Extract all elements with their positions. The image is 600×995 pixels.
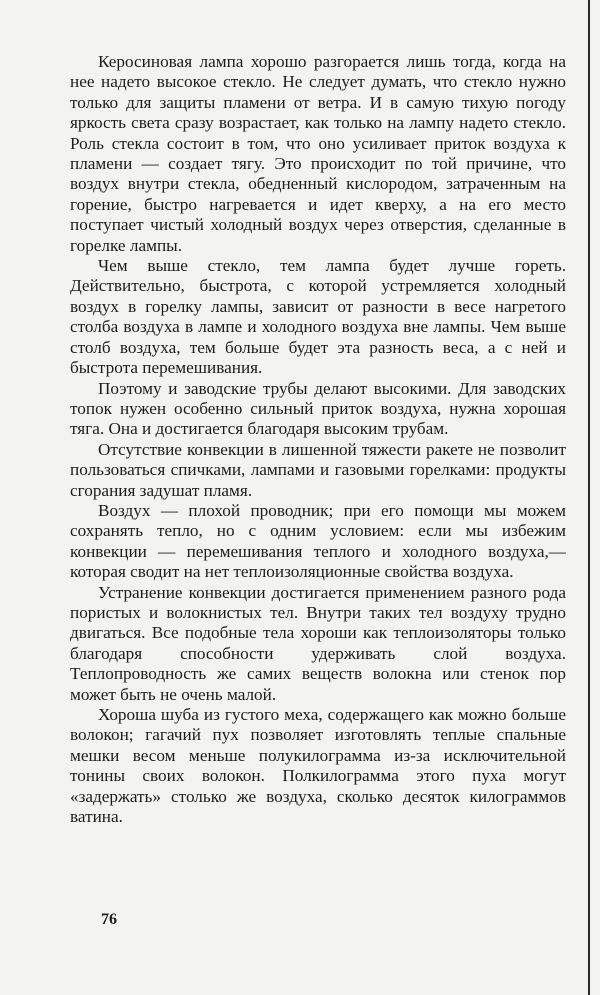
paragraph-kerosene-lamp: Керосиновая лампа хорошо разгорается лишь тогда, когда на нее надето высокое стекло. Не следует думать, что стекло нужно только для защиты пламени от ветра. И в самую тихую погоду яркость света сразу возрастает, как только на лампу надето стекло. Роль стекла состоит в том, что оно усиливает приток воздуха к пламени — создает тягу. Это происходит по той причине, что воздух внутри стекла, обедненный кислородом, затраченным на горение, быстро нагревается и идет кверху, а на его место поступает чистый холодный воздух через отверстия, сделанные в горелке лампы. (70, 52, 566, 255)
page-number: 76 (101, 911, 117, 928)
page-edge-line (588, 0, 590, 995)
paragraph-glass-height: Чем выше стекло, тем лампа будет лучше гореть. Действительно, быстрота, с которой устремляется холодный воздух в горелку лампы, зависит от разности в весе нагретого столба воздуха в лампе и холодного воздуха вне лампы. Чем выше столб воздуха, тем больше будет эта разность веса, а с ней и быстрота перемешивания. (70, 256, 566, 378)
paragraph-porous-bodies: Устранение конвекции достигается применением разного рода пористых и волокнистых тел. Внутри таких тел воздуху трудно двигаться. Все подобные тела хороши как теплоизоляторы только благодаря способности удерживать слой воздуха. Теплопроводность же самих веществ волокна или стенок пор может быть не очень малой. (70, 582, 566, 704)
paragraph-factory-chimneys: Поэтому и заводские трубы делают высокими. Для заводских топок нужен особенно сильный приток воздуха, нужна хорошая тяга. Она и достигается благодаря высоким трубам. (70, 378, 566, 439)
paragraph-fur-and-down: Хороша шуба из густого меха, содержащего как можно больше волокон; гагачий пух позволяет изготовлять теплые спальные мешки весом меньше полукилограмма из-за исключительной тонины своих волокон. Полкилограмма этого пуха могут «задержать» столько же воздуха, сколько десяток килограммов ватина. (70, 705, 566, 827)
page-body-text (70, 52, 566, 827)
paragraph-air-conductor: Воздух — плохой проводник; при его помощи мы можем сохранять тепло, но с одним условием: если мы избежим конвекции — перемешивания теплого и холодного воздуха,— которая сводит на нет теплоизоляционные свойства воздуха. (70, 500, 566, 582)
paragraph-weightless-rocket: Отсутствие конвекции в лишенной тяжести ракете не позволит пользоваться спичками, лампами и газовыми горелками: продукты сгорания задушат пламя. (70, 439, 566, 500)
